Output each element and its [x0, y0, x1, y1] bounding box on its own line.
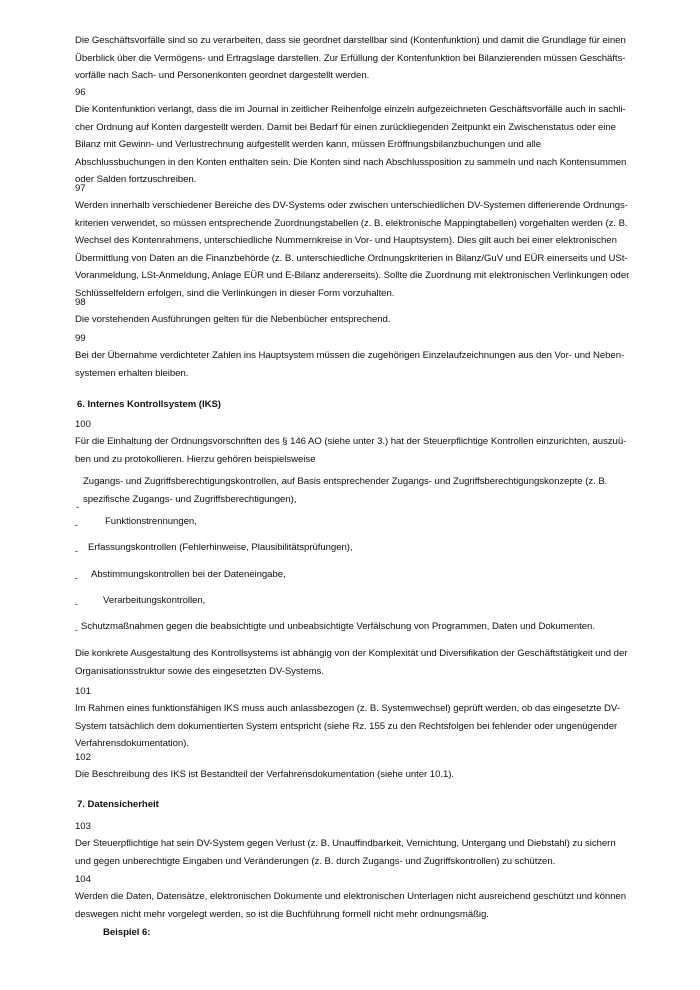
- margin-number-96: 96: [75, 87, 86, 98]
- margin-number-100: 100: [75, 419, 91, 430]
- bullet-mark: -: [75, 573, 78, 583]
- paragraph-98: Die vorstehenden Ausführungen gelten für die Nebenbücher entsprechend.: [75, 314, 391, 325]
- paragraph-99: Bei der Übernahme verdichteter Zahlen ins Hauptsystem müssen die zugehörigen Einzelaufzeichnungen aus den Vor- und Nebensystemen erhalten bleiben.: [75, 350, 625, 379]
- bullet-mark: -: [75, 625, 78, 635]
- bullet-mark: -: [75, 599, 78, 609]
- margin-number-103: 103: [75, 821, 91, 832]
- bullet-item-protection: Schutzmaßnahmen gegen die beabsichtigte und unbeabsichtigte Verfälschung von Programmen, Daten und Dokumenten.: [81, 621, 595, 632]
- bullet-item-separation: Funktionstrennungen,: [105, 516, 197, 527]
- bullet-mark: -: [75, 546, 78, 556]
- section-heading-6: 6. Internes Kontrollsystem (IKS): [77, 399, 221, 410]
- paragraph-103: Der Steuerpflichtige hat sein DV-System gegen Verlust (z. B. Unauffindbarkeit, Vernichtung, Untergang und Diebstahl) zu sichern und gegen unberechtigte Eingaben und Veränderungen (z. B. durch Zugangs- und Zugriffskontrollen) zu schützen.: [75, 838, 616, 867]
- paragraph-intro: Die Geschäftsvorfälle sind so zu verarbeiten, dass sie geordnet darstellbar sind (Kontenfunktion) und damit die Grundlage für einen Überblick über die Vermögens- und Ertragslage darstellen. Zur Erfüllung der Kontenfunktion bei Bilanzierenden müssen Geschäftsvorfälle nach Sach- und Personenkonten geordnet dargestellt werden.: [75, 35, 626, 82]
- bullet-mark: -: [75, 520, 78, 530]
- margin-number-99: 99: [75, 333, 86, 344]
- bullet-mark: -: [76, 502, 79, 512]
- paragraph-104: Werden die Daten, Datensätze, elektronischen Dokumente und elektronischen Unterlagen nicht ausreichend geschützt und können deswegen nicht mehr vorgelegt werden, so ist die Buchführung formell nicht mehr ordnungsmäßig.: [75, 891, 626, 920]
- paragraph-96: Die Kontenfunktion verlangt, dass die im Journal in zeitlicher Reihenfolge einzeln aufgezeichneten Geschäftsvorfälle auch in sachlicher Ordnung auf Konten dargestellt werden. Damit bei Bedarf für einen zurückliegenden Zeitpunkt ein Zwischenstatus oder eine Bilanz mit Gewinn- und Verlustrechnung aufgestellt werden kann, müssen Eröffnungsbilanzbuchungen und alle Abschlussbuchungen in den Konten enthalten sein. Die Konten sind nach Abschlussposition zu sammeln und nach Kontensummen oder Salden fortzuschreiben.: [75, 104, 627, 186]
- bullet-item-entry-controls: Erfassungskontrollen (Fehlerhinweise, Plausibilitätsprüfungen),: [88, 542, 353, 553]
- paragraph-100: Für die Einhaltung der Ordnungsvorschriften des § 146 AO (siehe unter 3.) hat der Steuerpflichtige Kontrollen einzurichten, auszuüben und zu protokollieren. Hierzu gehören beispielsweise: [75, 436, 627, 465]
- margin-number-102: 102: [75, 752, 91, 763]
- example-label: Beispiel 6:: [103, 927, 151, 938]
- bullet-item-access-controls: Zugangs- und Zugriffsberechtigungskontrollen, auf Basis entsprechender Zugangs- und Zugriffsberechtigungskonzepte (z. B. spezifische Zugangs- und Zugriffsberechtigungen),: [83, 476, 608, 505]
- paragraph-100b: Die konkrete Ausgestaltung des Kontrollsystems ist abhängig von der Komplexität und Diversifikation der Geschäftstätigkeit und der Organisationsstruktur sowie des eingesetzten DV-Systems.: [75, 648, 628, 677]
- margin-number-97: 97: [75, 183, 86, 194]
- bullet-item-processing: Verarbeitungskontrollen,: [103, 595, 206, 606]
- paragraph-97: Werden innerhalb verschiedener Bereiche des DV-Systems oder zwischen unterschiedlichen DV-Systemen differierende Ordnungskriterien verwendet, so müssen entsprechende Zuordnungstabellen (z. B. elektronische Mappingtabellen) vorgehalten werden (z. B. Wechsel des Kontenrahmens, unterschiedliche Nummernkreise in Vor- und Hauptsystem). Dies gilt auch bei einer elektronischen Übermittlung von Daten an die Finanzbehörde (z. B. unterschiedliche Ordnungskriterien in Bilanz/GuV und EÜR einerseits und USt-Voranmeldung, LSt-Anmeldung, Anlage EÜR und E-Bilanz andererseits). Sollte die Zuordnung mit elektronischen Verlinkungen oder Schlüsselfeldern erfolgen, sind die Verlinkungen in dieser Form vorzuhalten.: [75, 200, 630, 299]
- margin-number-98: 98: [75, 297, 86, 308]
- bullet-item-reconciliation: Abstimmungskontrollen bei der Dateneingabe,: [91, 569, 286, 580]
- paragraph-101: Im Rahmen eines funktionsfähigen IKS muss auch anlassbezogen (z. B. Systemwechsel) geprüft werden, ob das eingesetzte DV-System tatsächlich dem dokumentierten System entspricht (siehe Rz. 155 zu den Rechtsfolgen bei fehlender oder ungenügender Verfahrensdokumentation).: [75, 703, 620, 750]
- paragraph-102: Die Beschreibung des IKS ist Bestandteil der Verfahrensdokumentation (siehe unter 10.1).: [75, 769, 455, 780]
- margin-number-101: 101: [75, 686, 91, 697]
- section-heading-7: 7. Datensicherheit: [77, 799, 159, 810]
- margin-number-104: 104: [75, 874, 91, 885]
